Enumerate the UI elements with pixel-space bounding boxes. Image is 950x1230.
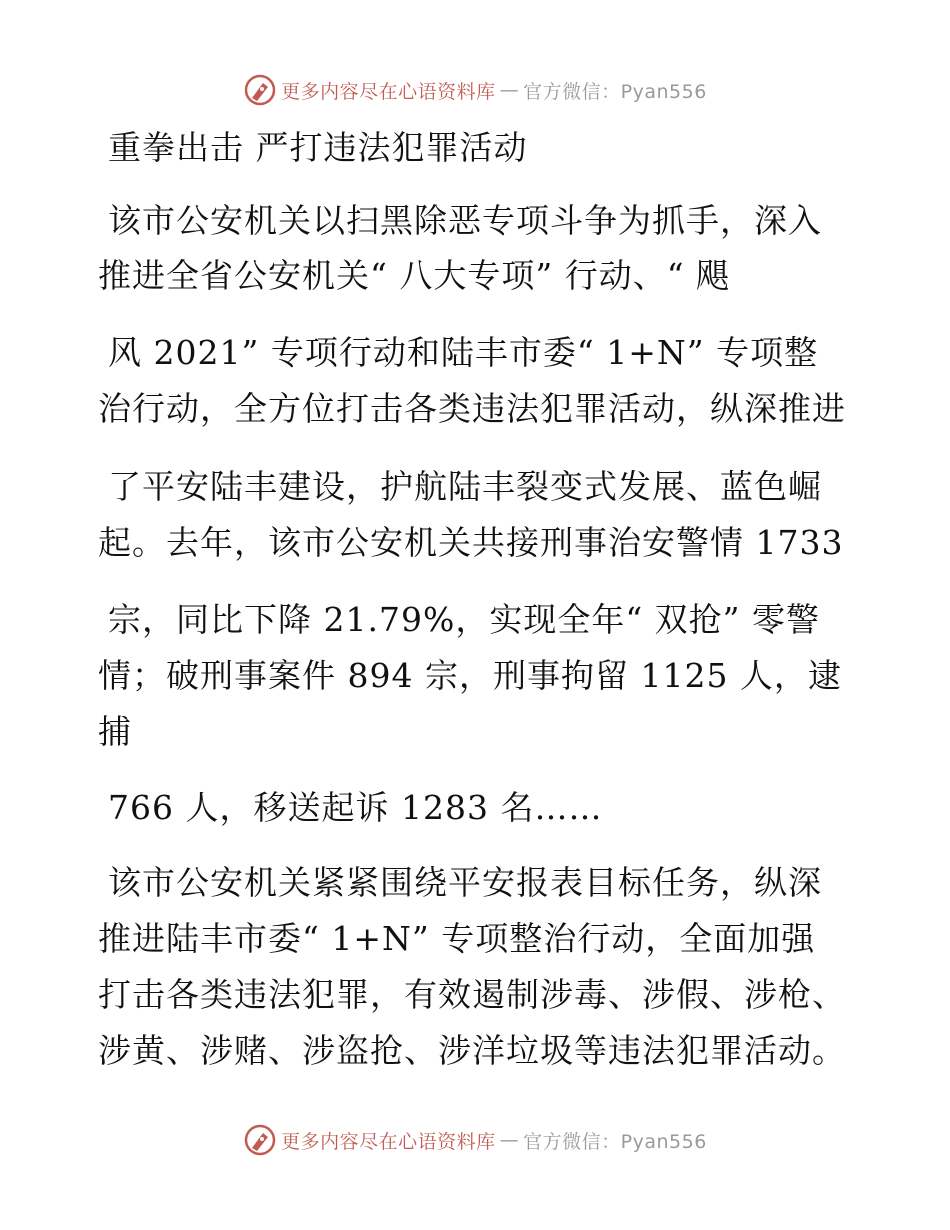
text-line: 该市公安机关紧紧围绕平安报表目标任务，纵深 xyxy=(108,863,822,902)
text-line: 治行动，全方位打击各类违法犯罪活动，纵深推进 xyxy=(98,389,846,428)
pen-nib-logo-icon xyxy=(243,1123,277,1157)
watermark-separator: — xyxy=(499,79,520,101)
pen-nib-logo-icon xyxy=(243,73,277,107)
document-heading: 重拳出击 严打违法犯罪活动 xyxy=(108,128,528,167)
text-line: 捕 xyxy=(98,712,132,751)
watermark-text: 更多内容尽在心语资料库 xyxy=(281,1130,496,1153)
watermark-footer xyxy=(0,1120,950,1160)
text-line: 打击各类违法犯罪，有效遏制涉毒、涉假、涉枪、 xyxy=(98,975,846,1014)
text-line: 推进全省公安机关“ 八大专项” 行动、“ 飓 xyxy=(98,256,731,295)
watermark-text: 更多内容尽在心语资料库 xyxy=(281,80,496,103)
text-line: 766 人，移送起诉 1283 名…… xyxy=(108,788,603,827)
watermark-wechat: 官方微信：Pyan556 xyxy=(523,1130,707,1153)
text-line: 了平安陆丰建设，护航陆丰裂变式发展、蓝色崛 xyxy=(108,467,822,506)
text-line: 风 2021” 专项行动和陆丰市委“ 1+N” 专项整 xyxy=(108,333,819,372)
text-line: 推进陆丰市委“ 1+N” 专项整治行动，全面加强 xyxy=(98,919,816,958)
watermark-separator: — xyxy=(499,1129,520,1151)
text-line: 该市公安机关以扫黑除恶专项斗争为抓手，深入 xyxy=(108,201,822,240)
watermark-header xyxy=(0,70,950,110)
text-line: 情；破刑事案件 894 宗，刑事拘留 1125 人，逮 xyxy=(98,656,842,695)
text-line: 起。去年，该市公安机关共接刑事治安警情 1733 xyxy=(98,523,844,562)
watermark-wechat: 官方微信：Pyan556 xyxy=(523,80,707,103)
text-line: 宗，同比下降 21.79%，实现全年“ 双抢” 零警 xyxy=(108,600,821,639)
text-line: 涉黄、涉赌、涉盗抢、涉洋垃圾等违法犯罪活动。 xyxy=(98,1031,846,1070)
